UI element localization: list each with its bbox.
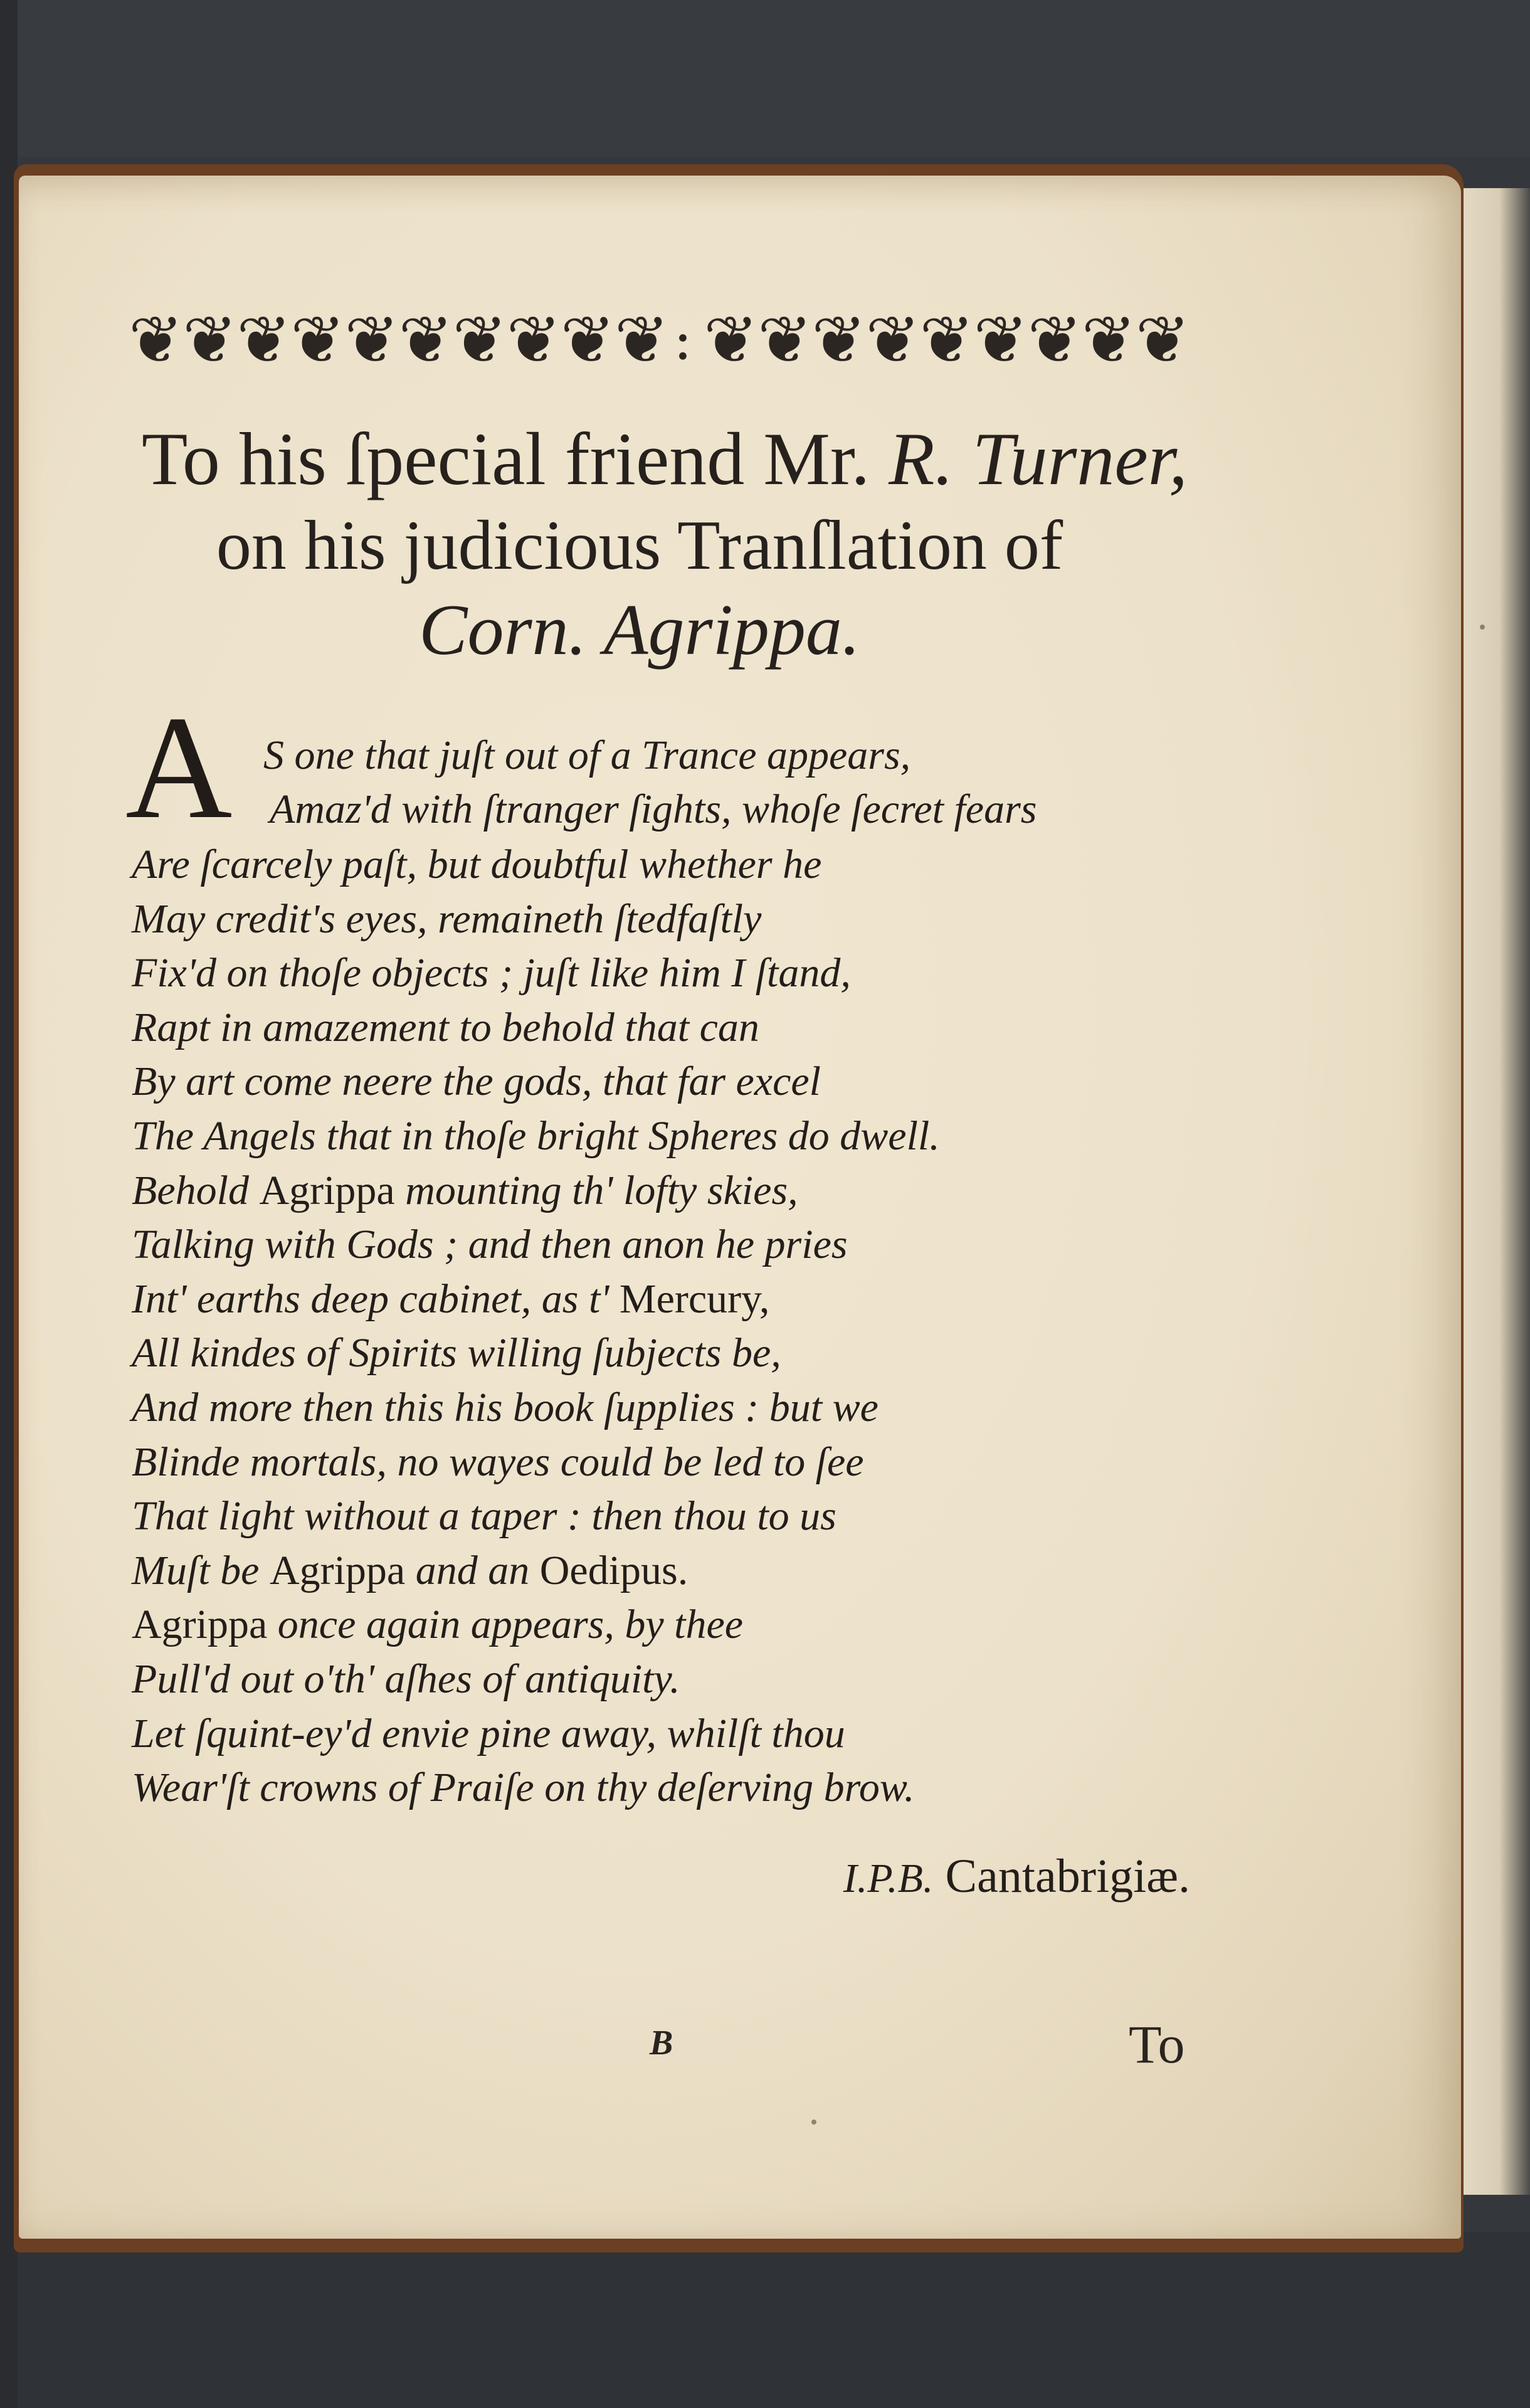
- fleuron-icon: ❦: [973, 302, 1027, 378]
- poem-text-run: And more then this his book ſupplies : but we: [132, 1384, 878, 1430]
- fleuron-icon: ❦: [236, 302, 290, 378]
- fleuron-icon: ❦: [560, 302, 614, 378]
- poem-text-run: Agrippa: [132, 1602, 268, 1648]
- poem-text-run: Let ſquint-ey'd envie pine away, whilſt thou: [132, 1710, 845, 1756]
- catchword: To: [1129, 2014, 1185, 2074]
- page-speck: [811, 2120, 816, 2125]
- poem-text-run: Are ſcarcely paſt, but doubtful whether he: [132, 842, 822, 887]
- poem-line: [132, 1707, 1260, 1761]
- title-line-3: Corn. Agrippa.: [419, 590, 860, 670]
- background-top: [0, 0, 1530, 157]
- poem-line: [132, 1164, 1260, 1218]
- poem-text-run: Blinde mortals, no wayes could be led to ſee: [132, 1439, 864, 1485]
- title-prefix: To his ſpecial friend Mr.: [141, 417, 870, 500]
- poem-text-run: Talking with Gods ; and then anon he pries: [132, 1222, 848, 1268]
- poem-line: [132, 1055, 1260, 1109]
- poem-text-run: Wear'ſt crowns of Praiſe on thy deſerving brow.: [132, 1765, 915, 1811]
- poem-text-run: Muſt be: [132, 1547, 270, 1593]
- fleuron-icon: ❦: [614, 302, 668, 378]
- signature: [843, 1845, 1190, 1910]
- poem-text-run: Agrippa: [269, 1547, 406, 1593]
- signature-place: Cantabrigiæ.: [945, 1850, 1190, 1903]
- fleuron-icon: ❦: [182, 302, 236, 378]
- poem-text-run: Pull'd out o'th' aſhes of antiquity.: [132, 1656, 680, 1702]
- ornament-separator: :: [673, 307, 692, 372]
- poem-body: [132, 838, 1260, 1815]
- poem-text-run: That light without a taper : then thou to us: [132, 1493, 836, 1539]
- poem-text-run: Int' earths deep cabinet, as t': [132, 1275, 620, 1322]
- fleuron-icon: ❦: [506, 302, 560, 378]
- poem-text-run: Oedipus.: [539, 1547, 688, 1593]
- poem-line: [132, 1326, 1260, 1381]
- poem-text-run: Mercury,: [619, 1275, 770, 1322]
- fleuron-icon: ❦: [398, 302, 452, 378]
- fleuron-icon: ❦: [757, 302, 811, 378]
- fleuron-icon: ❦: [865, 302, 919, 378]
- poem-text-run: By art come neere the gods, that far excel: [132, 1059, 821, 1105]
- fleuron-icon: ❦: [919, 302, 973, 378]
- drop-cap: A: [125, 686, 233, 850]
- poem-line: [132, 1652, 1260, 1707]
- fleuron-icon: ❦: [811, 302, 865, 378]
- fleuron-icon: ❦: [1081, 302, 1135, 378]
- poem-line: [132, 1761, 1260, 1815]
- poem-line: [132, 1218, 1260, 1272]
- background-bottom: [0, 2232, 1530, 2408]
- fleuron-icon: ❦: [1027, 302, 1081, 378]
- poem-line: [132, 1435, 1260, 1490]
- poem-text-run: once again appears, by thee: [267, 1602, 744, 1648]
- fleuron-icon: ❦: [704, 302, 757, 378]
- fleuron-icon: ❦: [1135, 302, 1189, 378]
- fleuron-icon: ❦: [129, 302, 182, 378]
- poem-text-run: All kindes of Spirits willing ſubjects be,: [132, 1330, 781, 1376]
- poem-line: [132, 946, 1260, 1001]
- poem-line: [132, 1598, 1260, 1652]
- poem-text-run: Fix'd on thoſe objects ; juſt like him I ſtand,: [132, 950, 851, 996]
- title-line-1: [100, 415, 1229, 503]
- poem-text-run: The Angels that in thoſe bright Spheres do dwell.: [132, 1112, 940, 1159]
- poem-line: [132, 1109, 1260, 1164]
- poem-text-run: and an: [405, 1547, 540, 1593]
- poem-line: [132, 1001, 1260, 1055]
- poem-text-run: Behold: [132, 1167, 260, 1213]
- poem-text-run: Rapt in amazement to behold that can: [132, 1004, 759, 1050]
- poem-text-run: May credit's eyes, remaineth ſtedfaſtly: [132, 895, 762, 942]
- poem-line: [132, 1489, 1260, 1544]
- poem-line-1: S one that juſt out of a Trance appears,: [263, 732, 911, 778]
- poem-line: [132, 1544, 1260, 1598]
- poem-text-run: Agrippa: [259, 1167, 395, 1213]
- title-line-2: on his judicious Tranſlation of: [216, 507, 1063, 584]
- page-speck: [1480, 625, 1485, 630]
- poem-line: [132, 1381, 1260, 1435]
- fleuron-icon: ❦: [452, 302, 506, 378]
- ornament-band: [129, 302, 1189, 378]
- poem-line: [132, 838, 1260, 892]
- signature-mark: B: [650, 2024, 673, 2062]
- poem-text-run: mounting th' lofty skies,: [394, 1167, 798, 1213]
- poem-line: [132, 892, 1260, 947]
- poem-line: [132, 1272, 1260, 1327]
- signature-initials: I.P.B.: [843, 1856, 934, 1901]
- fleuron-icon: ❦: [344, 302, 398, 378]
- poem-line-2: Amaz'd with ſtranger ſights, whoſe ſecret fears: [270, 786, 1037, 832]
- title-name: R. Turner,: [889, 417, 1188, 500]
- fleuron-icon: ❦: [290, 302, 344, 378]
- facing-page-edge: [1454, 188, 1530, 2195]
